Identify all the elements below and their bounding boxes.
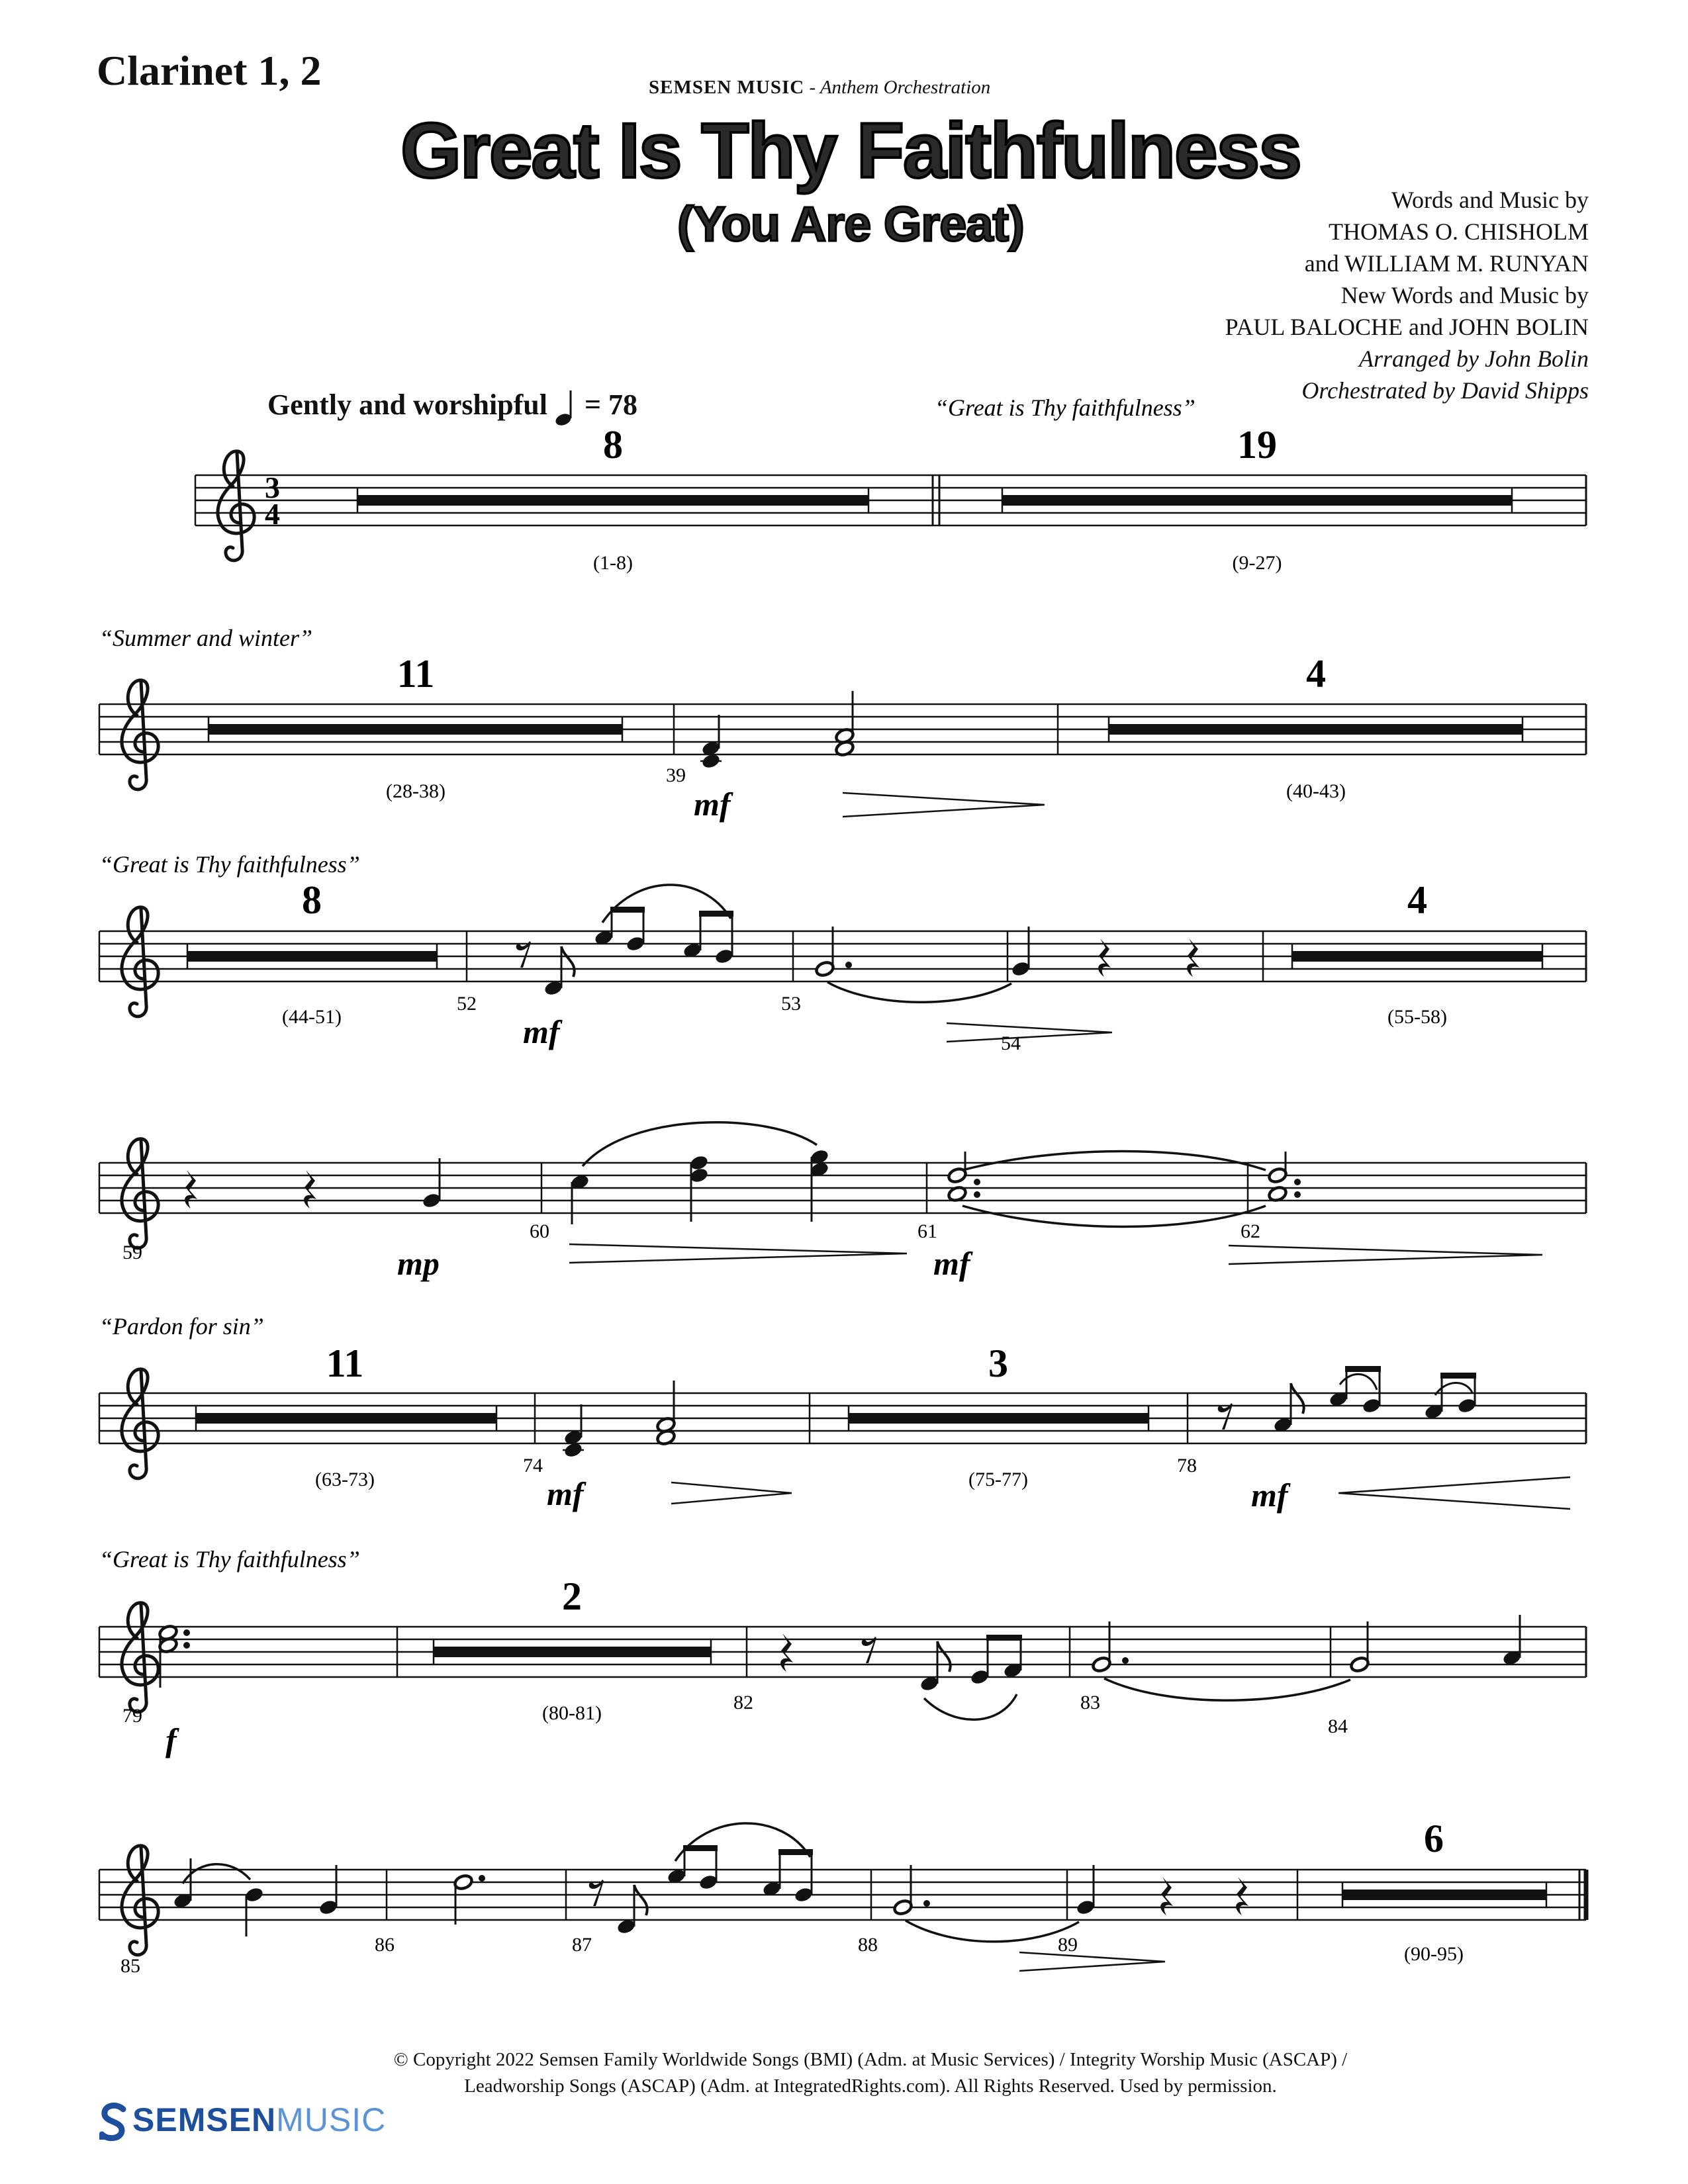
- measure-number: 85: [120, 1955, 140, 1977]
- slur: [675, 1823, 810, 1861]
- dynamic-marking: mf: [694, 786, 731, 823]
- eighth-rest-icon: [589, 1880, 604, 1906]
- logo-text-light: MUSIC: [276, 2101, 387, 2138]
- treble-clef-icon: [122, 1603, 158, 1712]
- crescendo-hairpin: [1338, 1477, 1570, 1509]
- measure-number: 83: [1080, 1692, 1100, 1713]
- rest-count: 8: [302, 878, 322, 922]
- multirest-bar: [196, 1413, 496, 1424]
- rest-count: 6: [1424, 1817, 1444, 1860]
- beamed-eighths: [1424, 1373, 1477, 1420]
- treble-clef-icon: [122, 1846, 158, 1955]
- tie: [962, 1206, 1266, 1227]
- beamed-eighths: [1329, 1366, 1382, 1414]
- dynamic-marking: mf: [547, 1475, 584, 1512]
- dotted-half-note: [893, 1865, 930, 1916]
- tie: [906, 1921, 1079, 1942]
- half-note: [1350, 1621, 1370, 1673]
- measure-number: 86: [375, 1934, 395, 1956]
- rest-range: (55-58): [1387, 1006, 1447, 1028]
- tie: [827, 982, 1011, 1002]
- beamed-eighths: [594, 907, 646, 952]
- eighth-note: [1273, 1383, 1304, 1433]
- credit-line: and WILLIAM M. RUNYAN: [1304, 250, 1589, 277]
- measure-number: 89: [1058, 1934, 1078, 1956]
- quarter-note: [244, 1886, 265, 1936]
- staff-system-5: [99, 1313, 1586, 1514]
- quarter-note: [1011, 927, 1031, 978]
- multirest-bar: [849, 1413, 1149, 1424]
- rest-range: (75-77): [968, 1469, 1028, 1490]
- quarter-note: [1076, 1865, 1096, 1916]
- staff-system-4: [99, 1122, 1586, 1282]
- staff-system-3: [99, 851, 1586, 1054]
- copyright-notice: [0, 2046, 1688, 2099]
- eighth-note: [616, 1885, 647, 1935]
- lyric-cue: “Great is Thy faithfulness”: [935, 394, 1196, 421]
- time-signature-top: 3: [265, 471, 280, 504]
- staff-system-2: [99, 625, 1586, 823]
- publisher-suffix: - Anthem Orchestration: [804, 77, 991, 98]
- rest-count: 2: [562, 1574, 582, 1618]
- credit-line: New Words and Music by: [1340, 282, 1589, 308]
- eighth-rest-icon: [862, 1637, 876, 1663]
- rest-count: 8: [603, 423, 623, 467]
- treble-clef-icon: [122, 1369, 158, 1479]
- multirest-bar: [209, 724, 622, 735]
- rest-range: (44-51): [282, 1006, 342, 1028]
- eighth-rest-icon: [516, 941, 531, 968]
- eighth-rest-icon: [1218, 1403, 1233, 1430]
- treble-clef-icon: [122, 1139, 158, 1248]
- credit-line: THOMAS O. CHISHOLM: [1328, 218, 1589, 245]
- quarter-note: [422, 1158, 442, 1209]
- measure-number: 82: [733, 1692, 753, 1713]
- multirest-bar: [1342, 1889, 1546, 1900]
- multirest-bar: [187, 951, 437, 962]
- measure-number: 52: [457, 993, 477, 1015]
- rest-count: 4: [1407, 878, 1427, 922]
- measure-number: 39: [666, 764, 686, 786]
- rest-range: (40-43): [1286, 780, 1346, 802]
- measure-number: 59: [122, 1242, 142, 1263]
- semsen-logo-icon: [99, 2103, 128, 2142]
- logo-text-bold: SEMSEN: [132, 2101, 277, 2138]
- publisher-name: SEMSEN MUSIC: [649, 77, 805, 98]
- dynamic-marking: mf: [933, 1245, 970, 1282]
- measure-number: 84: [1328, 1715, 1348, 1737]
- measure-number: 88: [858, 1934, 878, 1956]
- rest-count: 3: [988, 1342, 1008, 1385]
- rest-count: 11: [397, 652, 435, 696]
- tie: [962, 1152, 1266, 1171]
- credit-line: PAUL BALOCHE and JOHN BOLIN: [1225, 314, 1589, 340]
- dotted-half-chord: [158, 1624, 190, 1688]
- measure-number: 74: [523, 1455, 543, 1477]
- measure-number: 79: [122, 1705, 142, 1727]
- staff-system-1: [195, 394, 1586, 574]
- multirest-bar: [1292, 951, 1542, 962]
- decrescendo-hairpin: [671, 1482, 792, 1504]
- tie: [1104, 1678, 1350, 1700]
- rest-range: (80-81): [542, 1702, 602, 1724]
- lyric-cue: “Great is Thy faithfulness”: [99, 851, 360, 878]
- eighth-note: [543, 946, 575, 997]
- tempo-bpm: = 78: [584, 388, 638, 421]
- slur: [183, 1864, 250, 1884]
- lyric-cue: “Summer and winter”: [99, 625, 313, 651]
- dotted-half-note: [1092, 1621, 1129, 1673]
- chord-half: [656, 1381, 677, 1446]
- measure-number: 53: [781, 993, 801, 1015]
- treble-clef-icon: [218, 451, 254, 561]
- multirest-bar: [357, 495, 868, 506]
- decrescendo-hairpin: [1229, 1246, 1542, 1264]
- song-title: Great Is Thy Faithfulness: [400, 107, 1301, 195]
- staff-system-6: [99, 1546, 1586, 1758]
- multirest-bar: [1002, 495, 1512, 506]
- part-name: Clarinet 1, 2: [97, 47, 322, 94]
- lyric-cue: “Pardon for sin”: [99, 1313, 264, 1340]
- decrescendo-hairpin: [843, 793, 1045, 817]
- multirest-bar: [434, 1647, 711, 1657]
- eighth-note: [919, 1641, 951, 1692]
- rest-range: (28-38): [386, 780, 445, 802]
- measure-number: 78: [1177, 1455, 1197, 1477]
- measure-number: 87: [572, 1934, 592, 1956]
- dotted-half-chord: [947, 1152, 980, 1203]
- treble-clef-icon: [122, 680, 158, 790]
- rest-count: 19: [1237, 423, 1277, 467]
- chord-quarter: [810, 1148, 830, 1222]
- measure-number: 61: [917, 1220, 937, 1242]
- dynamic-marking: mf: [1251, 1477, 1288, 1514]
- rest-range: (9-27): [1232, 552, 1282, 574]
- treble-clef-icon: [122, 907, 158, 1017]
- slur: [1340, 1374, 1377, 1390]
- dynamic-marking: f: [165, 1721, 177, 1758]
- slur: [924, 1694, 1017, 1719]
- rest-range: (63-73): [315, 1469, 375, 1490]
- copyright-line: © Copyright 2022 Semsen Family Worldwide Songs (BMI) (Adm. at Music Services) / Integrity Worship Music (ASCAP) /: [393, 2049, 1348, 2070]
- dotted-half-note: [453, 1874, 485, 1925]
- quarter-note: [318, 1865, 339, 1916]
- decrescendo-hairpin: [1019, 1952, 1165, 1971]
- tempo-text: Gently and worshipful: [267, 388, 547, 421]
- rest-count: 11: [326, 1342, 364, 1385]
- beamed-eighths: [667, 1845, 719, 1891]
- dotted-half-note: [815, 927, 852, 978]
- measure-number: 60: [530, 1220, 549, 1242]
- quarter-note: [570, 1173, 590, 1224]
- quarter-note: [173, 1858, 193, 1909]
- dynamic-marking: mp: [397, 1245, 440, 1282]
- arranger-line: Arranged by John Bolin: [1359, 345, 1589, 372]
- song-subtitle: (You Are Great): [677, 197, 1024, 251]
- crescendo-hairpin: [569, 1244, 907, 1263]
- orchestrator-line: Orchestrated by David Shipps: [1301, 377, 1589, 404]
- rest-range: (90-95): [1404, 1943, 1464, 1965]
- staff-system-7: [99, 1817, 1586, 1977]
- multirest-bar: [1109, 724, 1523, 735]
- time-signature-bottom: 4: [265, 497, 280, 531]
- beamed-eighths: [970, 1635, 1023, 1686]
- measure-number: 54: [1001, 1032, 1021, 1054]
- credit-line: Words and Music by: [1391, 187, 1589, 213]
- slur: [602, 885, 731, 923]
- dynamic-marking: mf: [523, 1013, 560, 1050]
- chord-half: [835, 691, 855, 757]
- lyric-cue: “Great is Thy faithfulness”: [99, 1546, 360, 1572]
- copyright-line: Leadworship Songs (ASCAP) (Adm. at IntegratedRights.com). All Rights Reserved. Used by permission.: [464, 2075, 1277, 2097]
- publisher-logo: [99, 2101, 386, 2142]
- dotted-half-chord: [1268, 1152, 1301, 1203]
- quarter-note: [1502, 1615, 1523, 1666]
- decrescendo-hairpin: [947, 1023, 1112, 1042]
- rest-range: (1-8): [593, 552, 633, 574]
- rest-count: 4: [1306, 652, 1326, 696]
- measure-number: 62: [1241, 1220, 1260, 1242]
